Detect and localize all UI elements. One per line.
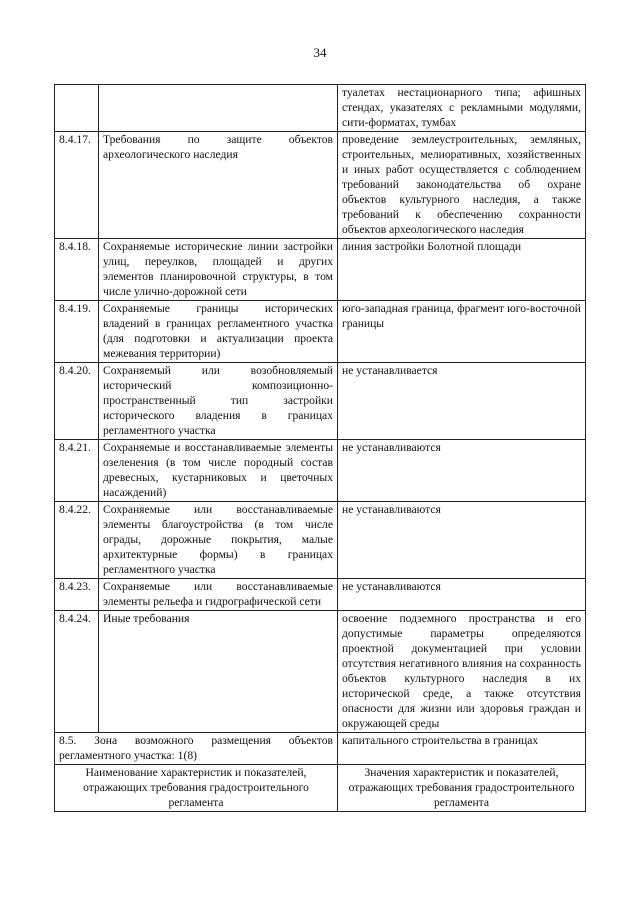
table-row bbox=[55, 611, 586, 733]
zone-heading-left: 8.5. Зона возможного размещения объектов регламентного участка: 1(8) bbox=[55, 733, 338, 765]
row-number-cell: 8.4.23. bbox=[55, 579, 99, 611]
row-name-cell: Сохраняемые или восстанавливаемые элементы благоустройства (в том числе ограды, дорожные покрытия, малые архитектурные формы) в границах регламентного участка bbox=[99, 502, 338, 579]
table-row bbox=[55, 440, 586, 502]
zone-heading-row bbox=[55, 733, 586, 765]
row-value-cell: не устанавливается bbox=[338, 363, 586, 440]
row-value-cell: линия застройки Болотной площади bbox=[338, 239, 586, 301]
row-number-cell: 8.4.21. bbox=[55, 440, 99, 502]
row-name-cell bbox=[99, 85, 338, 132]
row-name-cell: Сохраняемые или восстанавливаемые элементы рельефа и гидрографической сети bbox=[99, 579, 338, 611]
row-value-cell: не устанавливаются bbox=[338, 579, 586, 611]
row-name-cell: Сохраняемые и восстанавливаемые элементы озеленения (в том числе породный состав древесных, кустарниковых и цветочных насаждений) bbox=[99, 440, 338, 502]
row-value-cell: туалетах нестационарного типа; афишных стендах, указателях с рекламными модулями, сити-форматах, тумбах bbox=[338, 85, 586, 132]
row-name-cell: Иные требования bbox=[99, 611, 338, 733]
column-header-characteristics: Наименование характеристик и показателей, отражающих требования градостроительного регламента bbox=[55, 765, 338, 812]
table-row bbox=[55, 579, 586, 611]
row-value-cell: юго-западная граница, фрагмент юго-восточной границы bbox=[338, 301, 586, 363]
row-number-cell: 8.4.24. bbox=[55, 611, 99, 733]
column-header-row bbox=[55, 765, 586, 812]
row-name-cell: Сохраняемые границы исторических владений в границах регламентного участка (для подготовки и актуализации проекта межевания территории) bbox=[99, 301, 338, 363]
row-value-cell: не устанавливаются bbox=[338, 502, 586, 579]
zone-heading-right: капитального строительства в границах bbox=[338, 733, 586, 765]
row-number-cell: 8.4.22. bbox=[55, 502, 99, 579]
row-name-cell: Сохраняемые исторические линии застройки улиц, переулков, площадей и других элементов планировочной структуры, в том числе улично-дорожной сети bbox=[99, 239, 338, 301]
row-value-cell: не устанавливаются bbox=[338, 440, 586, 502]
row-number-cell: 8.4.19. bbox=[55, 301, 99, 363]
row-number-cell: 8.4.18. bbox=[55, 239, 99, 301]
table-row-continuation bbox=[55, 85, 586, 132]
row-name-cell: Требования по защите объектов археологического наследия bbox=[99, 132, 338, 239]
table-row bbox=[55, 301, 586, 363]
row-number-cell: 8.4.17. bbox=[55, 132, 99, 239]
table-row bbox=[55, 363, 586, 440]
table-row bbox=[55, 239, 586, 301]
row-value-cell: освоение подземного пространства и его допустимые параметры определяются проектной документацией при условии отсутствия негативного влияния на сохранность объектов культурного наследия в их исторической среде, а также отсутствия опасности для жизни или здоровья граждан и окружающей среды bbox=[338, 611, 586, 733]
row-name-cell: Сохраняемый или возобновляемый исторический композиционно-пространственный тип застройки исторического владения в границах регламентного участка bbox=[99, 363, 338, 440]
column-header-values: Значения характеристик и показателей, отражающих требования градостроительного регламента bbox=[338, 765, 586, 812]
table-row bbox=[55, 132, 586, 239]
table-row bbox=[55, 502, 586, 579]
page-number: 34 bbox=[313, 45, 327, 60]
row-number-cell: 8.4.20. bbox=[55, 363, 99, 440]
regulation-table bbox=[54, 84, 586, 812]
row-value-cell: проведение землеустроительных, земляных, строительных, мелиоративных, хозяйственных и иных работ осуществляется с соблюдением требований законодательства об охране объектов культурного наследия, а также требований к обеспечению сохранности объектов археологического наследия bbox=[338, 132, 586, 239]
row-number-cell bbox=[55, 85, 99, 132]
